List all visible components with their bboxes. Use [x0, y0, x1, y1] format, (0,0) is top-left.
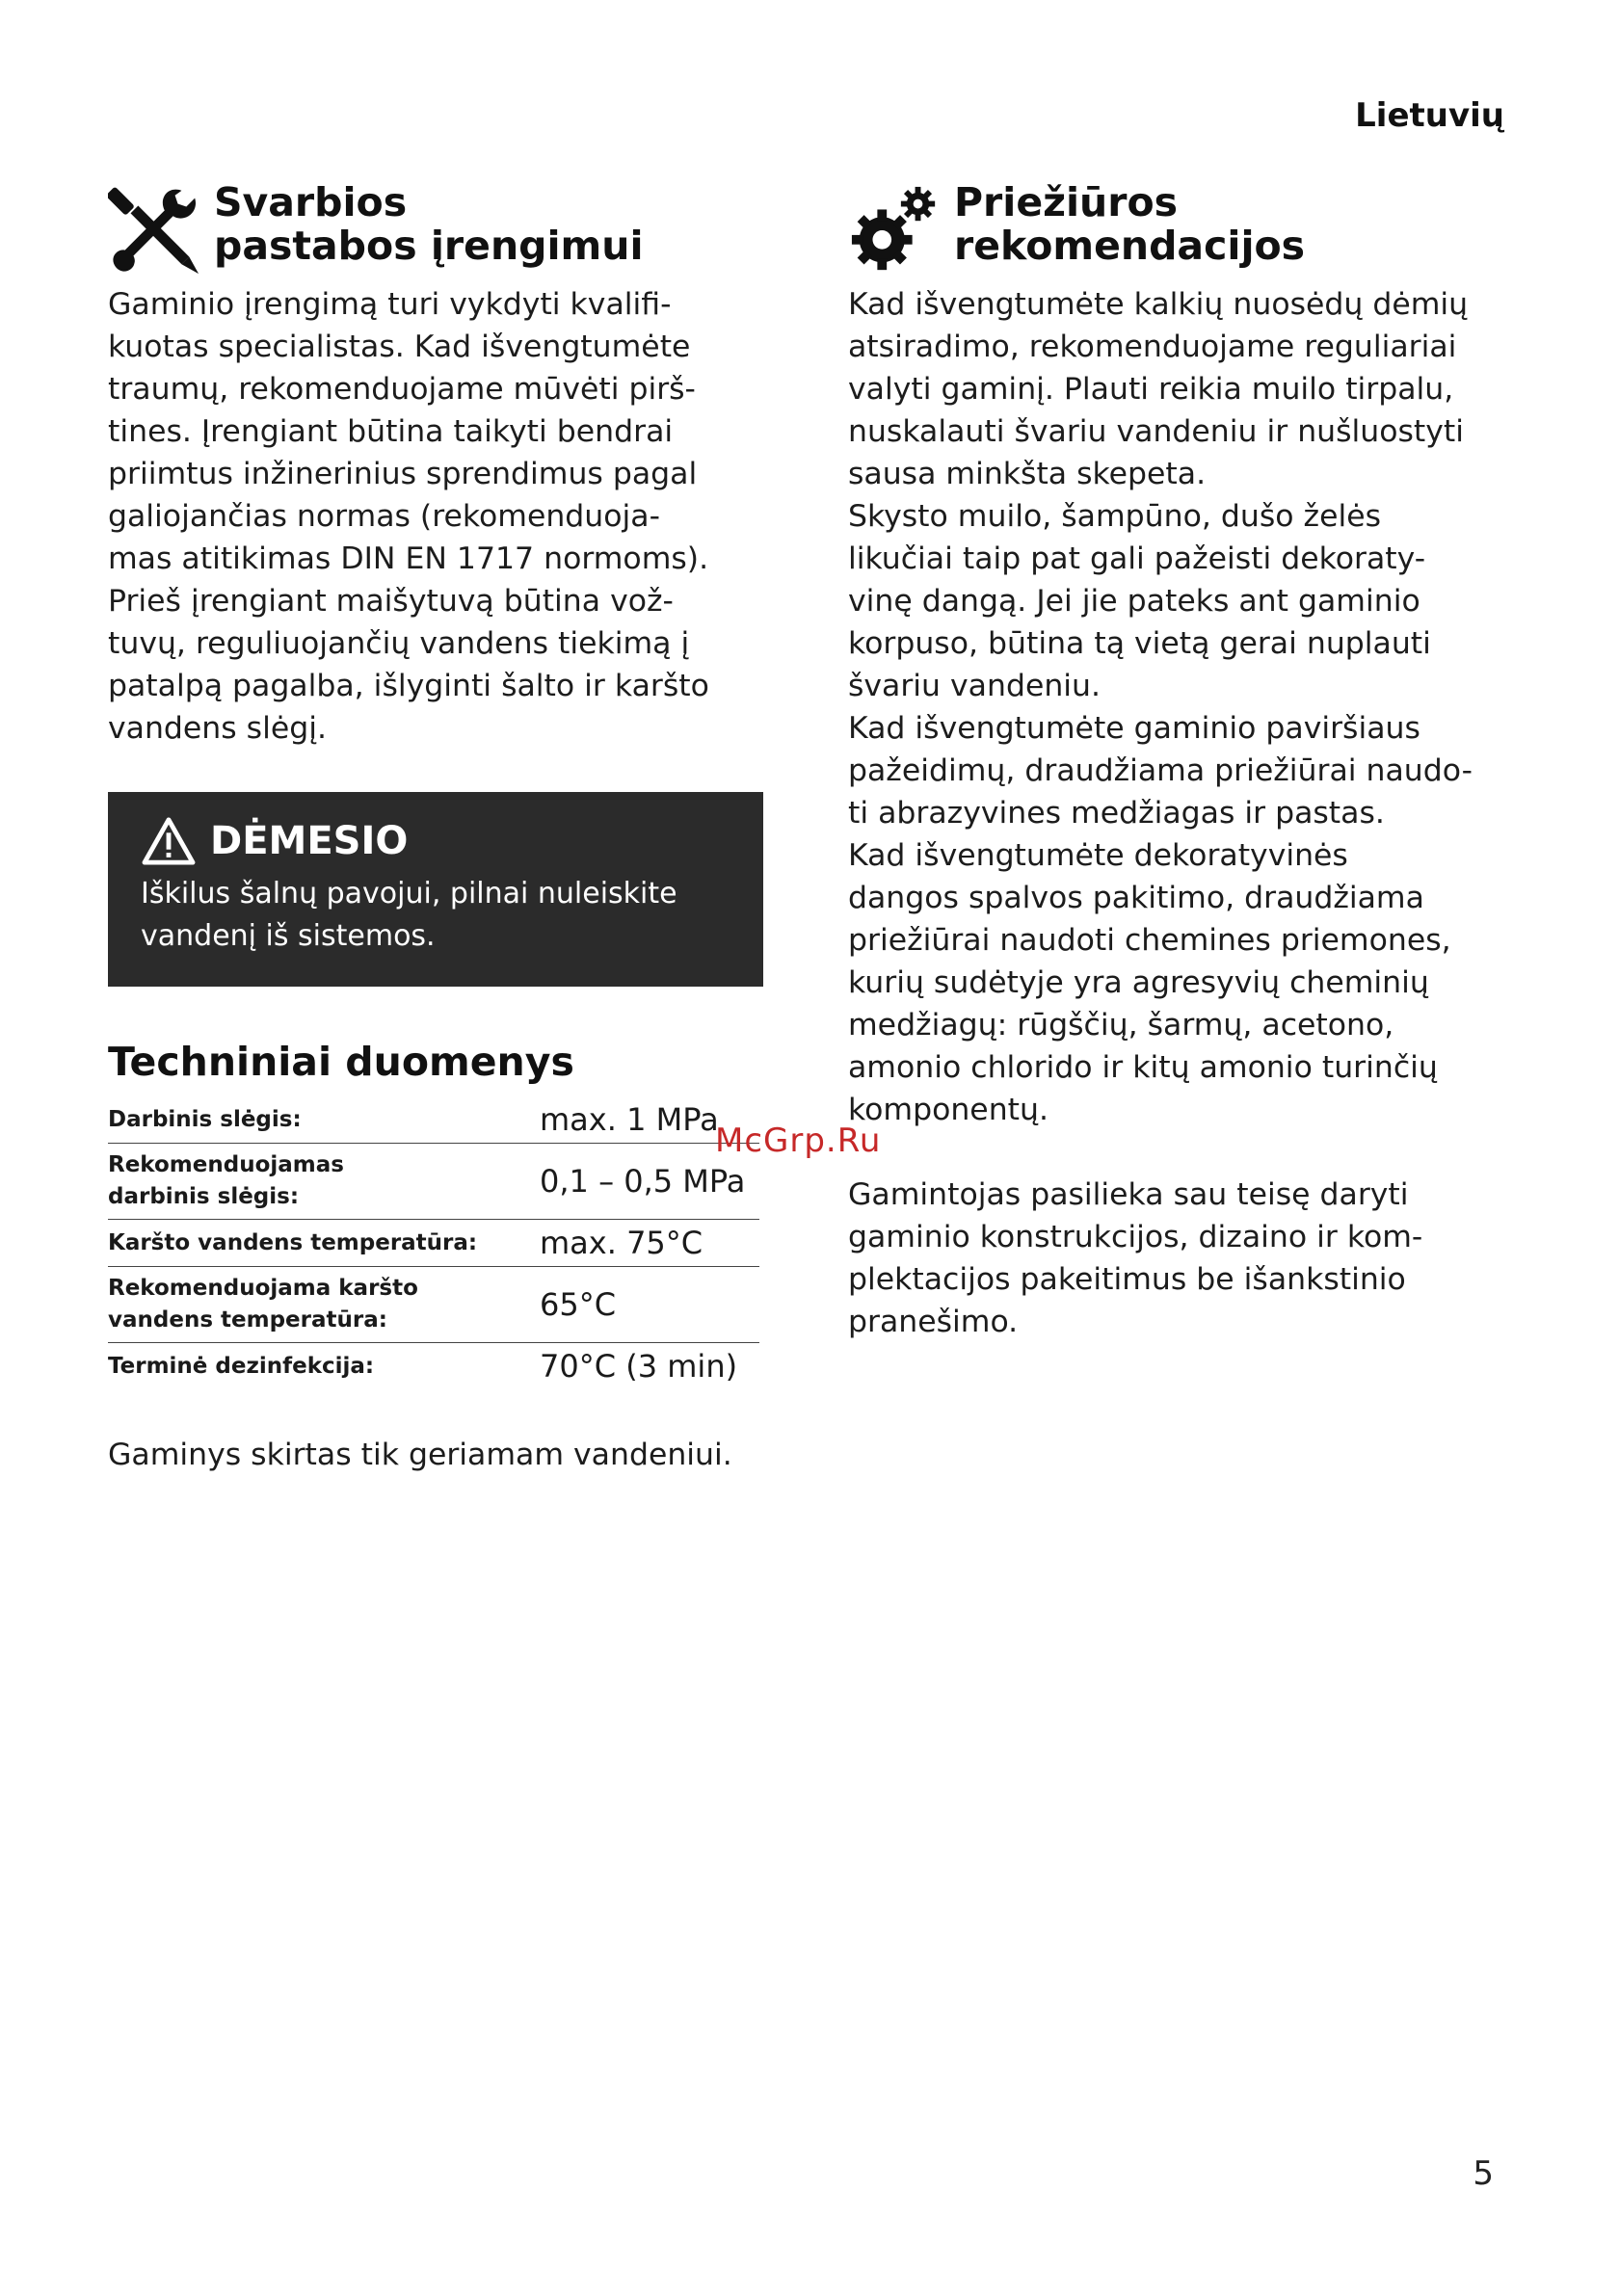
table-row — [108, 1220, 759, 1267]
table-row — [108, 1096, 759, 1144]
table-cell-value: 65°C — [540, 1267, 759, 1343]
text-line: švariu vandeniu. — [848, 669, 1101, 703]
text-line: dangos spalvos pakitimo, draudžiama — [848, 881, 1424, 915]
text-line: Kad išvengtumėte dekoratyvinės — [848, 838, 1348, 873]
technical-table — [108, 1096, 759, 1389]
text-line: likučiai taip pat gali pažeisti dekoraty- — [848, 541, 1426, 576]
table-cell-value: max. 1 MPa — [540, 1096, 759, 1144]
text-line: vandens slėgį. — [108, 711, 327, 746]
spacer — [848, 1131, 1523, 1174]
right-column — [848, 181, 1523, 1343]
page-number: 5 — [1473, 2154, 1494, 2193]
text-line: traumų, rekomenduojame mūvėti pirš- — [108, 372, 696, 407]
maintenance-title — [954, 181, 1305, 268]
text-line: pranešimo. — [848, 1305, 1019, 1339]
text-line: vinę dangą. Jei jie pateks ant gaminio — [848, 584, 1420, 619]
installation-heading — [108, 181, 763, 277]
text-line: Kad išvengtumėte kalkių nuosėdų dėmių — [848, 287, 1469, 322]
text-line: tuvų, reguliuojančių vandens tiekimą į — [108, 626, 690, 661]
text-line: Gamintojas pasilieka sau teisę daryti — [848, 1177, 1409, 1212]
label-text: Darbinis slėgis: — [108, 1106, 302, 1132]
text-line: plektacijos pakeitimus be išankstinio — [848, 1262, 1406, 1297]
installation-title — [214, 181, 644, 268]
drinking-water-note: Gaminys skirtas tik geriamam vandeniui. — [108, 1438, 732, 1472]
text-line: medžiagų: rūgščių, šarmų, acetono, — [848, 1008, 1394, 1042]
table-row — [108, 1144, 759, 1220]
page-language-label: Lietuvių — [1355, 96, 1504, 135]
warning-line-2: vandenį iš sistemos. — [141, 919, 436, 953]
technical-title: Techniniai duomenys — [108, 1039, 574, 1085]
label-text: Rekomenduojama karšto — [108, 1276, 418, 1301]
text-line: Gaminio įrengimą turi vykdyti kvalifi- — [108, 287, 672, 322]
gears-icon — [848, 183, 942, 277]
text-line: mas atitikimas DIN EN 1717 normoms). — [108, 541, 709, 576]
text-line: atsiradimo, rekomenduojame reguliariai — [848, 330, 1457, 364]
table-cell-value: 70°C (3 min) — [540, 1348, 738, 1385]
disclaimer-text — [848, 1174, 1523, 1343]
table-row — [108, 1343, 759, 1390]
warning-title — [141, 813, 730, 869]
installation-text — [108, 283, 763, 750]
text-line: gaminio konstrukcijos, dizaino ir kom- — [848, 1220, 1423, 1254]
text-line: valyti gaminį. Plauti reikia muilo tirpalu, — [848, 372, 1454, 407]
maintenance-text — [848, 283, 1523, 1131]
text-line: patalpą pagalba, išlyginti šalto ir karšto — [108, 669, 709, 703]
maintenance-title-line-2: rekomendacijos — [954, 223, 1306, 269]
table-cell-label — [108, 1343, 540, 1390]
maintenance-title-line-1: Priežiūros — [954, 179, 1179, 225]
text-line: pažeidimų, draudžiama priežiūrai naudo- — [848, 753, 1473, 788]
table-cell-value: 0,1 – 0,5 MPa — [540, 1144, 759, 1220]
table-cell-label — [108, 1144, 540, 1220]
text-line: amonio chlorido ir kitų amonio turinčių — [848, 1050, 1438, 1085]
text-line: priežiūrai naudoti chemines priemones, — [848, 923, 1451, 958]
installation-title-line-2: pastabos įrengimui — [214, 223, 644, 269]
text-line: komponentų. — [848, 1093, 1048, 1127]
warning-box — [108, 792, 763, 987]
text-line: nuskalauti švariu vandeniu ir nušluostyti — [848, 414, 1465, 449]
label-text: Karšto vandens temperatūra: — [108, 1229, 478, 1255]
table-cell-value: max. 75°C — [540, 1220, 759, 1267]
text-line: korpuso, būtina tą vietą gerai nuplauti — [848, 626, 1431, 661]
text-line: Skysto muilo, šampūno, dušo želės — [848, 499, 1381, 534]
table-cell-label — [108, 1096, 540, 1144]
warning-triangle-icon — [141, 816, 197, 866]
label-text: Terminė dezinfekcija: — [108, 1353, 375, 1379]
text-line: Prieš įrengiant maišytuvą būtina vož- — [108, 584, 674, 619]
warning-title-text: DĖMESIO — [210, 819, 409, 863]
warning-message — [141, 873, 730, 958]
table-row — [108, 1267, 759, 1343]
maintenance-heading — [848, 181, 1523, 277]
text-line: sausa minkšta skepeta. — [848, 457, 1207, 491]
text-line: tines. Įrengiant būtina taikyti bendrai — [108, 414, 674, 449]
watermark: McGrp.Ru — [715, 1122, 882, 1160]
table-cell-label — [108, 1220, 540, 1267]
left-column — [108, 181, 763, 1507]
label-text: darbinis slėgis: — [108, 1184, 300, 1209]
text-line: priimtus inžinerinius sprendimus pagal — [108, 457, 698, 491]
text-line: kuotas specialistas. Kad išvengtumėte — [108, 330, 691, 364]
label-text: vandens temperatūra: — [108, 1307, 387, 1333]
text-line: Kad išvengtumėte gaminio paviršiaus — [848, 711, 1420, 746]
text-line: ti abrazyvines medžiagas ir pastas. — [848, 796, 1385, 831]
installation-title-line-1: Svarbios — [214, 179, 408, 225]
text-line: kurių sudėtyje yra agresyvių cheminių — [848, 965, 1429, 1000]
warning-line-1: Iškilus šalnų pavojui, pilnai nuleiskite — [141, 877, 677, 910]
table-cell-label — [108, 1267, 540, 1343]
text-line: galiojančias normas (rekomenduoja- — [108, 499, 660, 534]
label-text: Rekomenduojamas — [108, 1152, 344, 1177]
tools-icon — [108, 183, 202, 277]
